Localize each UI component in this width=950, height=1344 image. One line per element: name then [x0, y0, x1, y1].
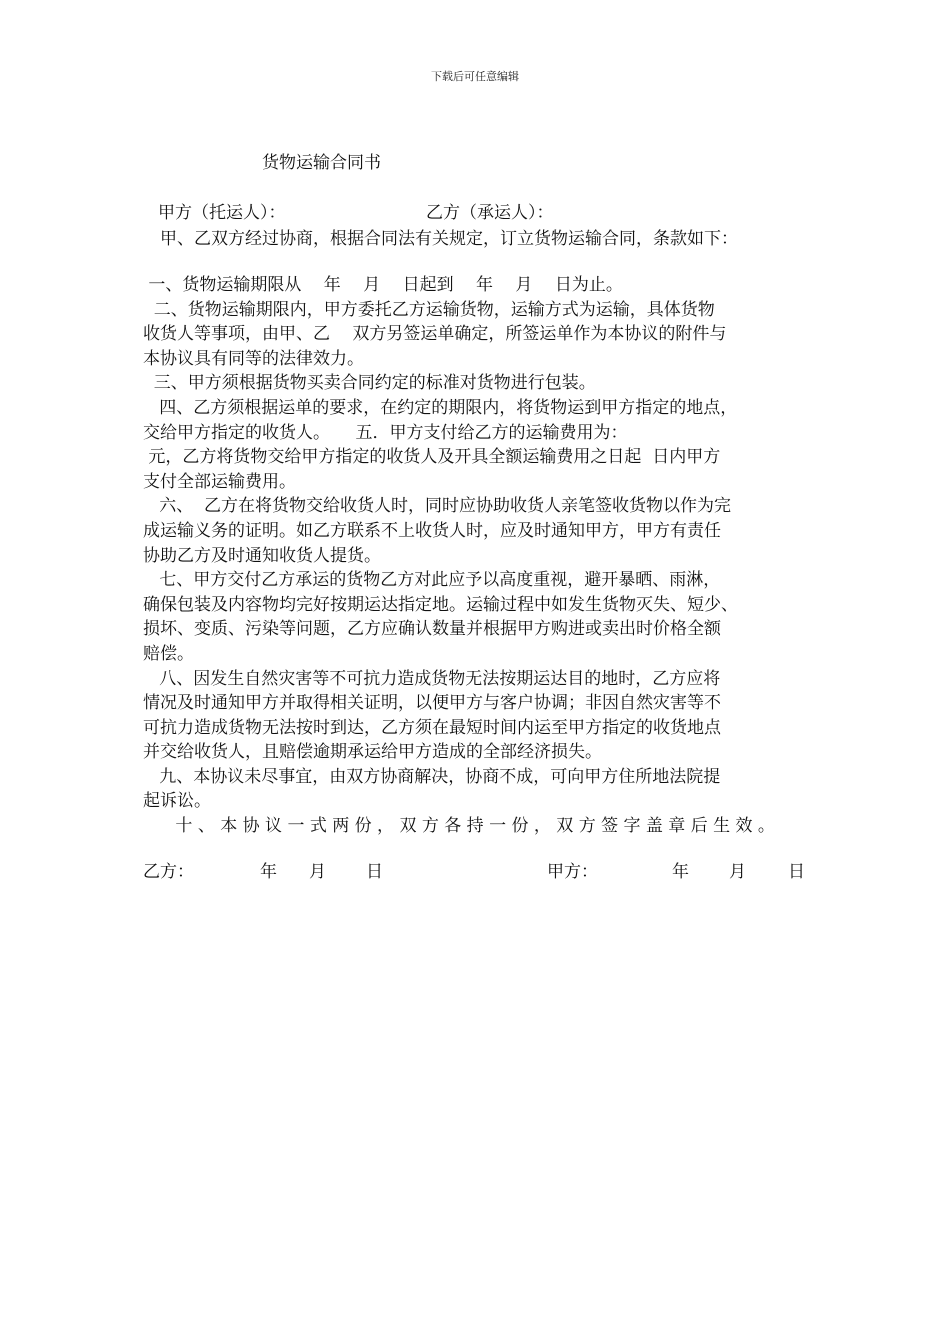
sign-a-year: 年	[672, 862, 689, 882]
body-line: 三、甲方须根据货物买卖合同约定的标准对货物进行包装。	[143, 373, 596, 394]
contract-body	[143, 273, 815, 839]
party-b-label: 乙方（承运人）：	[426, 203, 554, 223]
document-title: 货物运输合同书	[262, 153, 381, 173]
body-line: 一、货物运输期限从 年 月 日起到 年 月 日为止。	[143, 275, 623, 295]
body-line: 十 、 本 协 议 一 式 两 份 ， 双 方 各 持 一 份 ， 双 方 签 字 盖 章 后 生 效 。	[143, 816, 775, 837]
body-line: 赔偿。	[143, 643, 194, 664]
sign-b-month: 月	[309, 862, 326, 882]
body-line: 可抗力造成货物无法按时到达，乙方须在最短时间内运至甲方指定的收货地点	[143, 717, 721, 738]
body-line: 七、甲方交付乙方承运的货物乙方对此应予以高度重视，避开暴晒、雨淋，	[143, 570, 721, 591]
sign-b-year: 年	[260, 862, 277, 882]
body-line: 起诉讼。	[143, 791, 211, 812]
party-a-label: 甲方（托运人）：	[158, 203, 286, 223]
body-line: 九、本协议未尽事宜，由双方协商解决，协商不成，可向甲方住所地法院提	[143, 766, 721, 787]
sign-a-day: 日	[788, 862, 805, 882]
sign-a-month: 月	[729, 862, 746, 882]
body-line: 情况及时通知甲方并取得相关证明，以便甲方与客户协调；非因自然灾害等不	[143, 693, 721, 714]
body-line: 损坏、变质、污染等问题，乙方应确认数量并根据甲方购进或卖出时价格全额	[143, 619, 721, 640]
signature-line	[143, 860, 815, 884]
intro-paragraph: 甲、乙双方经过协商，根据合同法有关规定，订立货物运输合同，条款如下：	[160, 229, 738, 249]
body-line: 六、 乙方在将货物交给收货人时，同时应协助收货人亲笔签收货物以作为完	[143, 496, 732, 517]
party-line	[158, 201, 828, 225]
body-line: 并交给收货人，且赔偿逾期承运给甲方造成的全部经济损失。	[143, 742, 602, 763]
body-line: 支付全部运输费用。	[143, 471, 296, 492]
body-line: 八、因发生自然灾害等不可抗力造成货物无法按期运达目的地时，乙方应将	[143, 668, 721, 689]
body-line: 交给甲方指定的收货人。 五．甲方支付给乙方的运输费用为：	[143, 422, 628, 443]
sign-b-day: 日	[366, 862, 383, 882]
body-line: 四、乙方须根据运单的要求，在约定的期限内，将货物运到甲方指定的地点，	[143, 397, 738, 418]
sign-party-a-label: 甲方：	[547, 862, 598, 882]
body-line: 元，乙方将货物交给甲方指定的收货人及开具全额运输费用之日起 日内甲方	[143, 447, 721, 468]
body-line: 二、货物运输期限内，甲方委托乙方运输货物，运输方式为运输，具体货物	[143, 299, 715, 320]
body-line: 收货人等事项，由甲、乙 双方另签运单确定，所签运单作为本协议的附件与	[143, 324, 727, 345]
body-line: 成运输义务的证明。如乙方联系不上收货人时，应及时通知甲方，甲方有责任	[143, 520, 721, 541]
sign-party-b-label: 乙方：	[143, 862, 194, 882]
body-line: 本协议具有同等的法律效力。	[143, 348, 364, 369]
body-line: 确保包装及内容物均完好按期运达指定地。运输过程中如发生货物灭失、短少、	[143, 594, 738, 615]
header-note: 下载后可任意编辑	[431, 70, 519, 83]
body-line: 协助乙方及时通知收货人提货。	[143, 545, 381, 566]
